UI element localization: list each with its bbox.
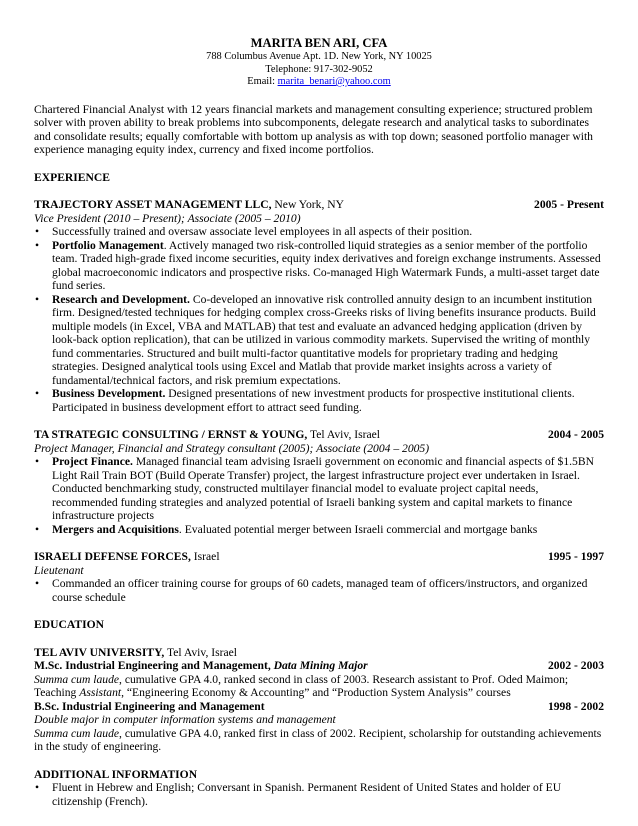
job-title: Lieutenant: [34, 563, 84, 577]
degree-major: Data Mining Major: [273, 659, 368, 672]
bullet-item: [34, 781, 604, 808]
bullet-text: Successfully trained and oversaw associate level employees in all aspects of their position.: [52, 225, 473, 238]
bullet-lead: Project Finance.: [52, 455, 133, 468]
degree-header: [34, 700, 604, 714]
job-bullets: [34, 577, 604, 604]
job-company: ISRAELI DEFENSE FORCES,: [34, 550, 191, 563]
email-link[interactable]: marita_benari@yahoo.com: [277, 76, 391, 87]
degree-title: B.Sc. Industrial Engineering and Management: [34, 699, 265, 713]
job-location: Israel: [190, 550, 220, 563]
job-bullets: [34, 225, 604, 414]
degree-title: M.Sc. Industrial Engineering and Management,: [34, 659, 274, 672]
bullet-item: [34, 455, 604, 523]
experience-heading: EXPERIENCE: [34, 170, 111, 184]
job-dates: 2004 - 2005: [547, 428, 604, 441]
bullet-text: . Actively managed two risk-controlled liquid strategies as a senior member of the portfolio team. Traded high-grade fixed income securities, equity index derivatives and foreign exchange instruments. Assessed global macroeconomic indicators and prospective risks. Co-managed High Watermark Funds, a multi-asset target date fund series.: [52, 238, 601, 292]
summary-paragraph: Chartered Financial Analyst with 12 years financial markets and management consulting experience; structured problem solver with proven ability to break problems into subcomponents, delegate research and analytical tasks to subordinates and consolidate results; equally comfortable with bottom up analysis as with top down; seasoned portfolio manager with experience managing equity index, currency and fixed income portfolios.: [34, 102, 593, 156]
degree-details: Teaching Assistant, “Engineering Economy & Accounting” and “Production System Analysis” courses: [34, 686, 511, 699]
bullet-text: Designed presentations of new investment products for prospective institutional clients. Participated in business development effort to attract seed funding.: [52, 387, 575, 414]
telephone: Telephone: 917-302-9052: [265, 63, 373, 75]
job-location: Tel Aviv, Israel: [307, 428, 380, 441]
honor: Summa cum laude: [34, 726, 120, 740]
resume-header: [34, 36, 604, 89]
bullet-lead: Mergers and Acquisitions: [52, 522, 179, 536]
bullet-lead: Portfolio Management: [52, 238, 164, 252]
email-label: Email:: [247, 76, 278, 87]
bullet-text: Co-developed an innovative risk controlled annuity design to an incumbent institution firm. Designed/tested techniques for hedging complex cross-Greeks risks of living benefits insurance products. Build multiple models (in Excel, VBA and MATLAB) that test and evaluate an advanced hedging application (driven by look-back option replication), that can be utilized in various commodity markets. Supervised the writing of monthly fund commentaries. Structured and built multi-factor quantitative models for proprietary trading and hedging strategies. Designed analytical tools using Excel and Matlab that provide market insights across a variety of fundamental/technical factors, and risk premium expectations.: [52, 292, 596, 387]
school-name: TEL AVIV UNIVERSITY,: [34, 645, 165, 659]
job-bullets: [34, 455, 604, 536]
bullet-text: . Evaluated potential merger between Israeli commercial and mortgage banks: [178, 522, 538, 536]
bullet-item: [34, 225, 604, 239]
job-entry: [34, 198, 604, 414]
additional-bullets: [34, 781, 604, 808]
degree-dates: 1998 - 2002: [547, 699, 604, 713]
job-title: Project Manager, Financial and Strategy consultant (2005); Associate (2004 – 2005): [34, 441, 430, 455]
job-header: [34, 550, 604, 564]
candidate-name: MARITA BEN ARI, CFA: [250, 36, 388, 50]
job-company: TA STRATEGIC CONSULTING / ERNST & YOUNG,: [34, 428, 308, 441]
job-header: [34, 198, 604, 212]
bullet-lead: Business Development.: [52, 387, 166, 400]
job-dates: 1995 - 1997: [547, 550, 604, 563]
bullet-text: Fluent in Hebrew and English; Conversant in Spanish. Permanent Resident of United States and holder of EU citizenship (French).: [52, 781, 562, 808]
bullet-lead: Research and Development.: [52, 292, 190, 306]
job-dates: 2005 - Present: [534, 198, 604, 211]
education-heading: EDUCATION: [34, 618, 104, 631]
bullet-text: Managed financial team advising Israeli government on economic and financial aspects of $1.5BN Light Rail Train BOT (Build Operate Transfer) project, the largest infrastructure project ever undertaken in Israel. Conducted benchmarking study, constructed multilayer financial model to evaluate project capital needs, recommended funding strategies and analyzed potential of Israeli banking system and capital markets to finance infrastructure projects: [52, 455, 594, 522]
bullet-item: [34, 387, 604, 414]
degree-details: Summa cum laude, cumulative GPA 4.0, ranked second in class of 2003. Research assistant to Prof. Oded Maimon;: [34, 672, 569, 686]
job-entry: [34, 550, 604, 604]
school-line: [34, 646, 604, 660]
degree-major: Double major in computer information systems and management: [34, 713, 336, 726]
job-entry: [34, 428, 604, 536]
degree-details: Summa cum laude, cumulative GPA 4.0, ranked first in class of 2002. Recipient, scholarship for outstanding achievements in the study of engineering.: [34, 726, 602, 753]
bullet-text: Commanded an officer training course for groups of 60 cadets, managed team of officers/instructors, and organized course schedule: [52, 577, 588, 604]
degree-dates: 2002 - 2003: [547, 659, 604, 672]
education-entry: [34, 646, 604, 754]
job-company: TRAJECTORY ASSET MANAGEMENT LLC,: [34, 198, 272, 211]
job-title: Vice President (2010 – Present); Associate (2005 – 2010): [34, 211, 301, 225]
job-location: New York, NY: [271, 198, 344, 211]
email-line: [34, 76, 604, 89]
address: 788 Columbus Avenue Apt. 1D. New York, NY 10025: [206, 51, 432, 62]
bullet-item: [34, 293, 604, 388]
degree-header: [34, 659, 604, 673]
additional-heading: ADDITIONAL INFORMATION: [34, 767, 198, 781]
honor: Summa cum laude: [34, 672, 120, 686]
bullet-item: [34, 523, 604, 537]
job-header: [34, 428, 604, 442]
bullet-item: [34, 239, 604, 293]
school-location: Tel Aviv, Israel: [164, 645, 237, 659]
bullet-item: [34, 577, 604, 604]
